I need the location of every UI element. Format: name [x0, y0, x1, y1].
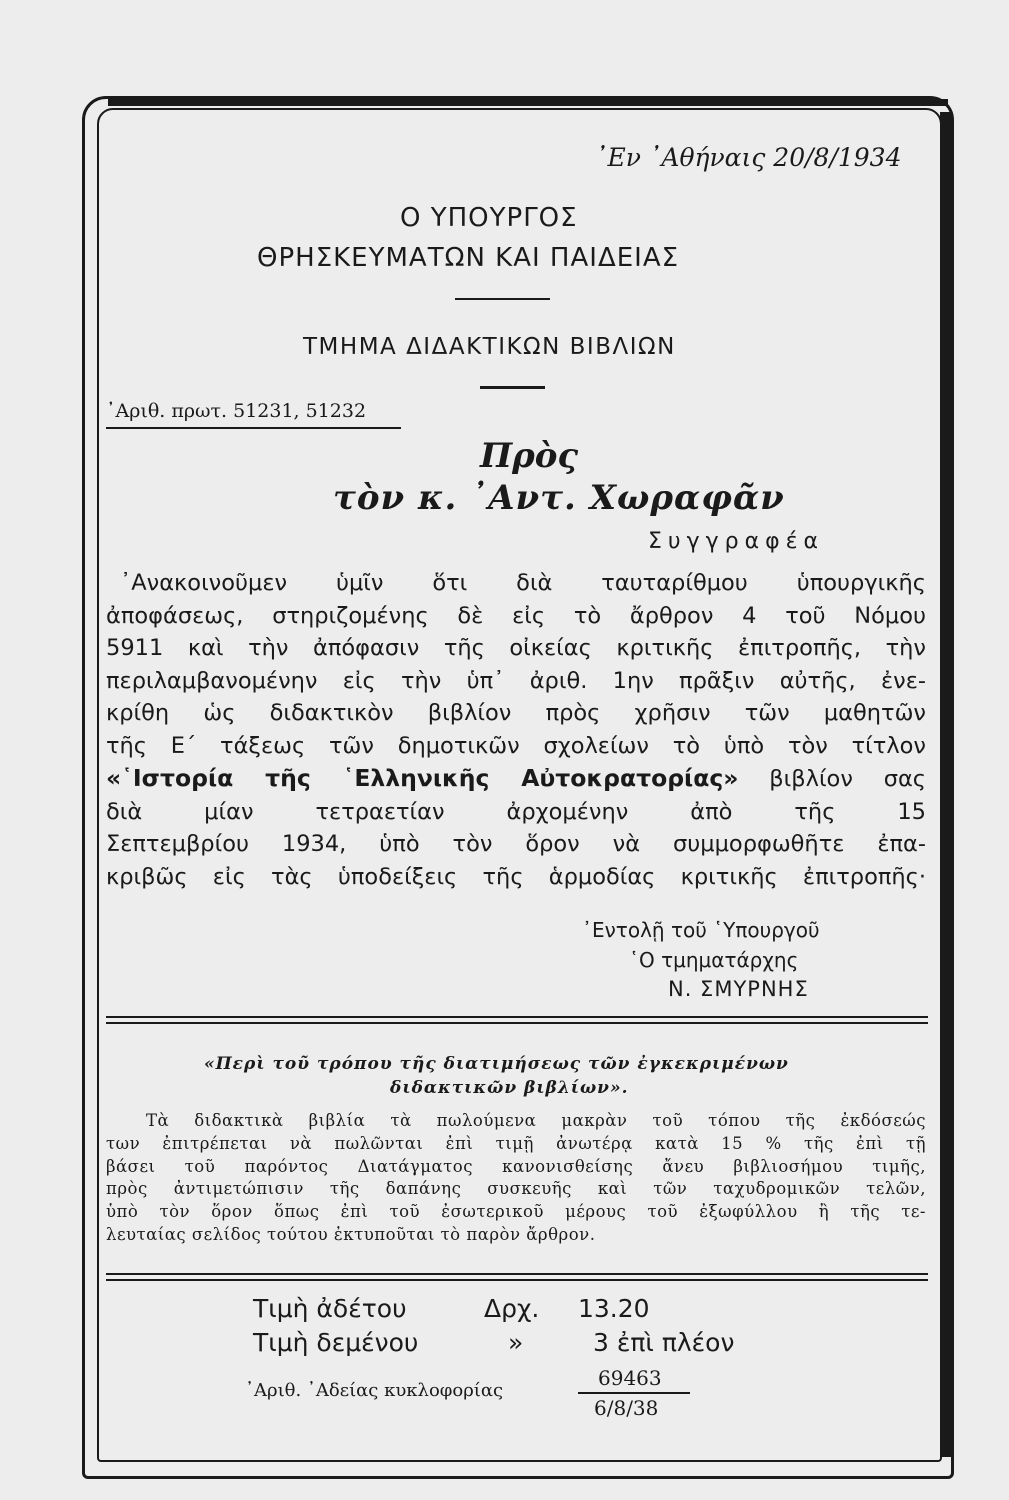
bound-price-value: 3 ἐπὶ πλέον [593, 1328, 735, 1357]
body-line: ᾽Ανακοινοῦμεν ὑμῖν ὅτι διὰ ταυταρίθμου ὑπουργικῆς [120, 570, 926, 596]
ministry-title-line1: Ο ΥΠΟΥΡΓΟΣ [400, 203, 578, 233]
note-line: βάσει τοῦ παρόντος Διατάγματος κανονισθείσης ἄνευ βιβλιοσήμου τιμῆς, [106, 1156, 926, 1176]
body-line: Σεπτεμβρίου 1934, ὑπὸ τὸν ὅρον νὰ συμμορφωθῆτε ἐπα- [106, 831, 926, 857]
note-title-line1: «Περὶ τοῦ τρόπου τῆς διατιμήσεως τῶν ἐγκεκριμένων [204, 1054, 789, 1074]
permit-number: 69463 [598, 1366, 662, 1390]
bound-price-ditto: » [508, 1328, 524, 1357]
note-line: λευταίας σελίδος τούτου ἐκτυποῦται τὸ παρὸν ἄρθρον. [106, 1224, 596, 1244]
body-line-rest: βιβλίον σας [769, 766, 927, 792]
letter-body [106, 567, 926, 893]
body-line: διὰ μίαν τετραετίαν ἀρχομένην ἀπὸ τῆς 15 [106, 798, 926, 825]
double-rule [106, 1016, 928, 1024]
signature-line2: ῾Ο τμηματάρχης [629, 948, 799, 972]
addressee-line1: Πρὸς [480, 436, 579, 476]
unbound-price-label: Τιμὴ ἀδέτου [253, 1294, 407, 1323]
addressee-name: τὸν κ. ᾽Αντ. Χωραφᾶν [333, 478, 785, 518]
right-border-bar [940, 112, 952, 1457]
top-border-bar [108, 99, 948, 106]
ministry-title-line2: ΘΡΗΣΚΕΥΜΑΤΩΝ ΚΑΙ ΠΑΙΔΕΙΑΣ [257, 243, 680, 273]
body-line: 5911 καὶ τὴν ἀπόφασιν τῆς οἰκείας κριτικῆς ἐπιτροπῆς, τὴν [106, 635, 926, 661]
permit-date: 6/8/38 [594, 1396, 659, 1420]
addressee-role: Συγγραφέα [648, 529, 825, 554]
price-note [106, 1110, 926, 1247]
body-line: ἀποφάσεως, στηριζομένης δὲ εἰς τὸ ἄρθρον 4 τοῦ Νόμου [106, 602, 926, 629]
signature-name: Ν. ΣΜΥΡΝΗΣ [668, 977, 809, 1001]
double-rule [106, 1273, 928, 1281]
note-line: των ἐπιτρέπεται νὰ πωλῶνται ἐπὶ τιμῇ ἀνωτέρᾳ κατὰ 15 % τῆς ἐπὶ τῇ [106, 1133, 926, 1153]
document-date: ᾽Εν ᾽Αθήναις 20/8/1934 [595, 143, 902, 172]
body-line: περιλαμβανομένην εἰς τὴν ὑπ᾽ ἀριθ. 1ην πρᾶξιν αὐτῆς, ἐνε- [106, 667, 926, 694]
bound-price-label: Τιμὴ δεμένου [253, 1328, 419, 1357]
note-line: Τὰ διδακτικὰ βιβλία τὰ πωλούμενα μακρὰν τοῦ τόπου τῆς ἐκδόσεώς [146, 1111, 926, 1130]
book-title: «῾Ιστορία τῆς ῾Ελληνικῆς Αὐτοκρατορίας» [106, 764, 739, 792]
signature-line1: ᾽Εντολῇ τοῦ ῾Υπουργοῦ [582, 918, 820, 942]
body-line: κριβῶς εἰς τὰς ὑποδείξεις τῆς ἁρμοδίας κριτικῆς ἐπιτροπῆς· [106, 863, 926, 890]
note-line: πρὸς ἀντιμετώπισιν τῆς δαπάνης συσκευῆς καὶ τῶν ταχυδρομικῶν τελῶν, [106, 1179, 926, 1199]
department-title: ΤΜΗΜΑ ΔΙΔΑΚΤΙΚΩΝ ΒΙΒΛΙΩΝ [303, 334, 676, 360]
permit-fraction-rule [578, 1392, 690, 1394]
divider-rule-short [480, 386, 545, 389]
protocol-number: ᾽Αριθ. πρωτ. 51231, 51232 [106, 400, 367, 422]
note-title-line2: διδακτικῶν βιβλίων». [390, 1078, 629, 1098]
body-line-title [106, 762, 926, 796]
unbound-price-currency: Δρχ. [484, 1294, 540, 1323]
note-line: ὑπὸ τὸν ὅρον ὅπως ἐπὶ τοῦ ἐσωτερικοῦ μέρους τοῦ ἐξωφύλλου ἢ τῆς τε- [106, 1202, 926, 1222]
permit-label: ᾽Αριθ. ᾽Αδείας κυκλοφορίας [245, 1380, 504, 1401]
divider-rule [455, 298, 550, 300]
protocol-underline [106, 427, 401, 429]
body-line: κρίθη ὡς διδακτικὸν βιβλίον πρὸς χρῆσιν τῶν μαθητῶν [106, 700, 926, 726]
unbound-price-value: 13.20 [578, 1294, 650, 1323]
body-line: τῆς Ε΄ τάξεως τῶν δημοτικῶν σχολείων τὸ ὑπὸ τὸν τίτλον [106, 732, 926, 759]
